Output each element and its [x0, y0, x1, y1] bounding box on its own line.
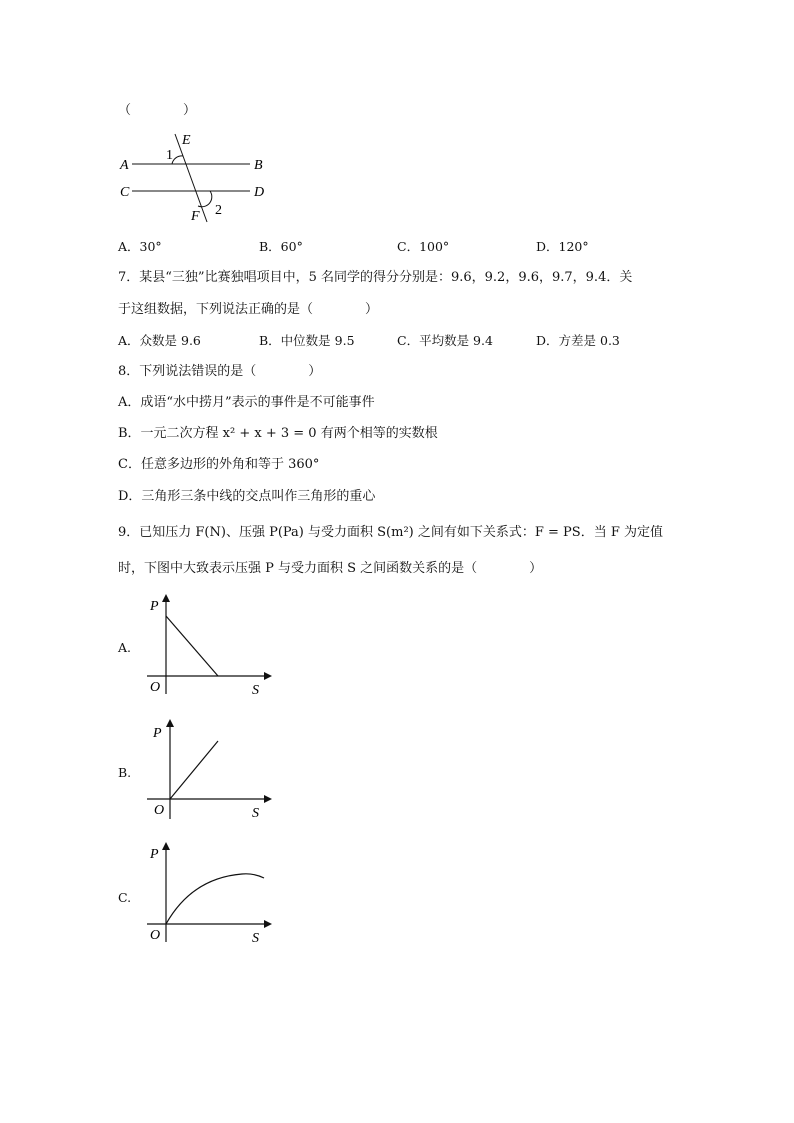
q6-option-d: D．120° — [536, 239, 589, 254]
q8-stem: 8．下列说法错误的是（ ） — [118, 364, 322, 379]
fig-label-C: C — [120, 185, 130, 200]
fig-label-D: D — [254, 185, 265, 200]
q8-option-b: B．一元二次方程 x² + x + 3 = 0 有两个相等的实数根 — [118, 426, 438, 441]
fig-label-angle2: 2 — [215, 203, 222, 218]
q9-stem-line1: 9．已知压力 F(N)、压强 P(Pa) 与受力面积 S(m²) 之间有如下关系式：F = PS．当 F 为定值 — [118, 525, 663, 540]
q9-option-b-label: B. — [118, 765, 132, 780]
q7-option-a: A．众数是 9.6 — [118, 333, 201, 348]
graph-c-x-label: S — [252, 931, 259, 946]
fig-label-A: A — [120, 158, 129, 173]
graph-c-origin: O — [150, 928, 161, 943]
q7-stem-line1: 7．某县“三独”比赛独唱项目中，5 名同学的得分分别是：9.6，9.2，9.6，9.7，9.4．关 — [118, 270, 633, 285]
q9-graph-c — [142, 838, 272, 948]
q9-option-c-label: C. — [118, 890, 132, 905]
fig-label-F: F — [191, 209, 200, 224]
fig-label-angle1: 1 — [166, 148, 173, 163]
graph-b-x-label: S — [252, 806, 259, 821]
q7-option-c: C．平均数是 9.4 — [397, 333, 493, 348]
q8-option-d: D．三角形三条中线的交点叫作三角形的重心 — [118, 489, 376, 504]
q8-option-c: C．任意多边形的外角和等于 360° — [118, 457, 320, 472]
q9-option-a-label: A. — [118, 640, 132, 655]
q9-graph-b — [142, 715, 272, 825]
graph-a-origin: O — [150, 680, 161, 695]
graph-c-y-label: P — [150, 847, 159, 862]
q7-option-d: D．方差是 0.3 — [536, 333, 620, 348]
q6-option-b: B．60° — [259, 239, 303, 254]
graph-b-origin: O — [154, 803, 165, 818]
graph-b-y-label: P — [153, 726, 162, 741]
q9-graph-a — [142, 590, 272, 700]
fig-label-B: B — [254, 158, 263, 173]
graph-a-x-label: S — [252, 683, 259, 698]
q7-option-b: B．中位数是 9.5 — [259, 333, 355, 348]
q6-option-c: C．100° — [397, 239, 450, 254]
parallel-lines-figure — [112, 130, 292, 225]
graph-a-y-label: P — [150, 599, 159, 614]
q9-stem-line2: 时，下图中大致表示压强 P 与受力面积 S 之间函数关系的是（ ） — [118, 561, 543, 576]
q6-option-a: A．30° — [118, 239, 162, 254]
q6-answer-blank: （ ） — [118, 103, 197, 118]
fig-label-E: E — [182, 133, 191, 148]
q7-stem-line2: 于这组数据，下列说法正确的是（ ） — [118, 302, 379, 317]
q8-option-a: A．成语“水中捞月”表示的事件是不可能事件 — [118, 395, 375, 410]
